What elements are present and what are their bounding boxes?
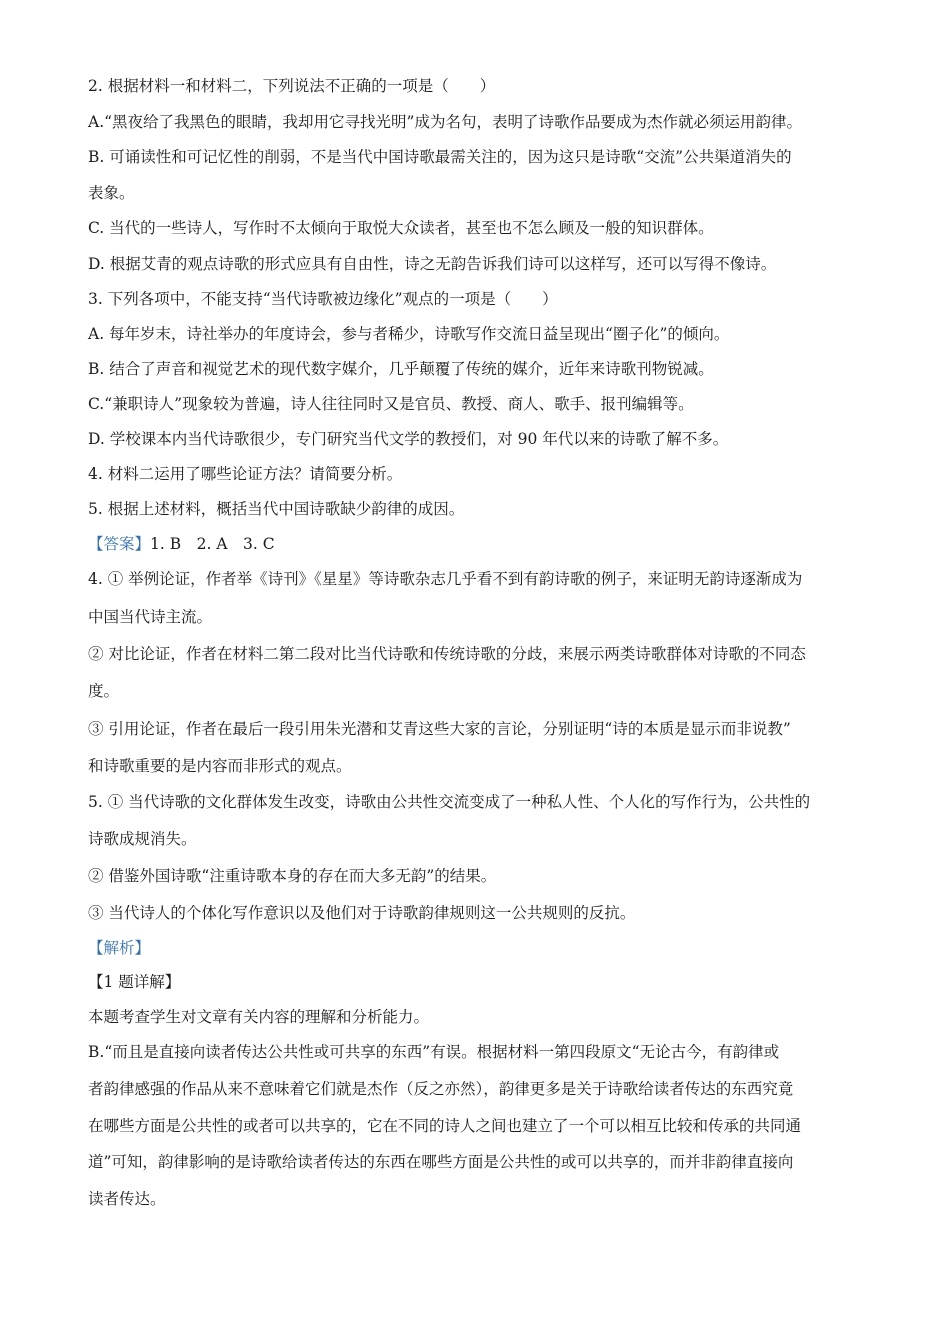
answer-line: [88, 533, 878, 555]
analysis-paragraph-1: 本题考查学生对文章有关内容的理解和分析能力。: [88, 1008, 430, 1026]
analysis-paragraph-2-line-4: 道”可知，韵律影响的是诗歌给读者传达的东西在哪些方面是公共性的或可以共享的，而并非韵律直接向: [88, 1153, 794, 1171]
question-2-option-a: A.“黑夜给了我黑色的眼睛，我却用它寻找光明”成为名句，表明了诗歌作品要成为杰作就必须运用韵律。: [88, 113, 802, 131]
question-2-option-b-cont: 表象。: [88, 184, 135, 202]
analysis-paragraph-2-line-5: 读者传达。: [88, 1190, 166, 1208]
question-3-option-c: C.“兼职诗人”现象较为普遍，诗人往往同时又是官员、教授、商人、歌手、报刊编辑等。: [88, 395, 694, 413]
answer-5-point-1-cont: 诗歌成规消失。: [88, 830, 197, 848]
analysis-paragraph-2: B.“而且是直接向读者传达公共性或可共享的东西”有误。根据材料一第四段原文“无论古今，有韵律或: [88, 1043, 780, 1061]
answer-4-point-2-cont: 度。: [88, 682, 120, 700]
answer-4-point-1: 4. ① 举例论证，作者举《诗刊》《星星》等诗歌杂志几乎看不到有韵诗歌的例子，来证明无韵诗逐渐成为: [88, 570, 803, 588]
answer-5-point-3: ③ 当代诗人的个体化写作意识以及他们对于诗歌韵律规则这一公共规则的反抗。: [88, 904, 636, 922]
answer-label: 【答案】: [88, 535, 151, 553]
question-3-stem: 3. 下列各项中，不能支持“当代诗歌被边缘化”观点的一项是（ ）: [88, 290, 558, 308]
question-4-stem: 4. 材料二运用了哪些论证方法？请简要分析。: [88, 465, 403, 483]
answer-4-point-1-cont: 中国当代诗主流。: [88, 608, 213, 626]
analysis-paragraph-2-line-2: 者韵律感强的作品从来不意味着它们就是杰作（反之亦然），韵律更多是关于诗歌给读者传达的东西究竟: [88, 1080, 794, 1098]
answer-4-point-3-cont: 和诗歌重要的是内容而非形式的观点。: [88, 757, 352, 775]
answer-4-point-2: ② 对比论证，作者在材料二第二段对比当代诗歌和传统诗歌的分歧，来展示两类诗歌群体对诗歌的不同态: [88, 645, 806, 663]
question-2-option-b: B. 可诵读性和可记忆性的削弱，不是当代中国诗歌最需关注的，因为这只是诗歌“交流”公共渠道消失的: [88, 148, 792, 166]
question-3-option-d: D. 学校课本内当代诗歌很少，专门研究当代文学的教授们，对 90 年代以来的诗歌了解不多。: [88, 430, 729, 448]
answer-choices: 1. B 2. A 3. C: [150, 535, 275, 553]
answer-5-point-2: ② 借鉴外国诗歌“注重诗歌本身的存在而大多无韵”的结果。: [88, 867, 497, 885]
analysis-label: 【解析】: [88, 939, 151, 957]
question-2-stem: 2. 根据材料一和材料二，下列说法不正确的一项是（ ）: [88, 77, 496, 95]
question-3-option-b: B. 结合了声音和视觉艺术的现代数字媒介，几乎颠覆了传统的媒介，近年来诗歌刊物锐减。: [88, 360, 714, 378]
answer-4-point-3: ③ 引用论证，作者在最后一段引用朱光潜和艾青这些大家的言论，分别证明“诗的本质是显示而非说教”: [88, 720, 791, 738]
answer-5-point-1: 5. ① 当代诗歌的文化群体发生改变，诗歌由公共性交流变成了一种私人性、个人化的写作行为，公共性的: [88, 793, 811, 811]
question-5-stem: 5. 根据上述材料，概括当代中国诗歌缺少韵律的成因。: [88, 500, 465, 518]
question-3-option-a: A. 每年岁末，诗社举办的年度诗会，参与者稀少，诗歌写作交流日益呈现出“圈子化”的倾向。: [88, 325, 730, 343]
question-2-option-d: D. 根据艾青的观点诗歌的形式应具有自由性，诗之无韵告诉我们诗可以这样写，还可以写得不像诗。: [88, 255, 777, 273]
question-2-option-c: C. 当代的一些诗人，写作时不太倾向于取悦大众读者，甚至也不怎么顾及一般的知识群体。: [88, 219, 714, 237]
analysis-paragraph-2-line-3: 在哪些方面是公共性的或者可以共享的，它在不同的诗人之间也建立了一个可以相互比较和传承的共同通: [88, 1117, 802, 1135]
analysis-subheading-1: 【1 题详解】: [88, 973, 181, 991]
